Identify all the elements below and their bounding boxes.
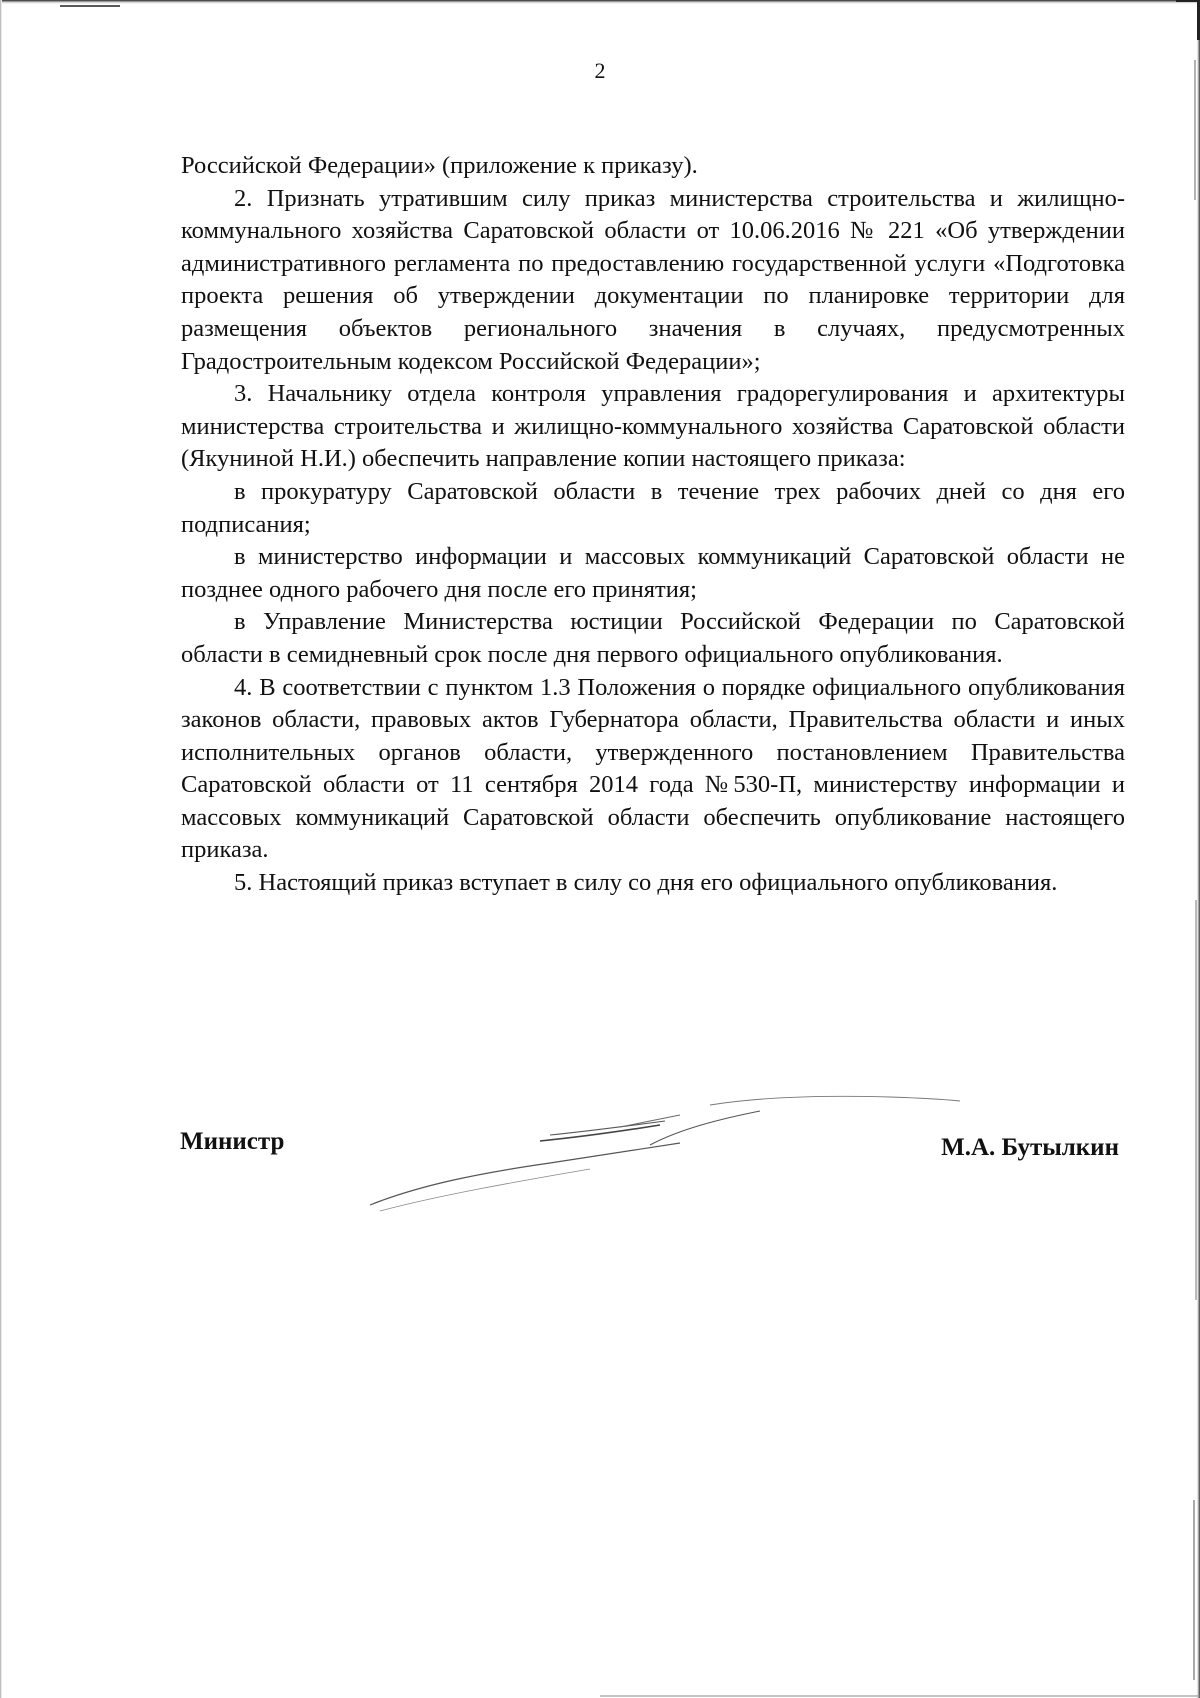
paragraph-item-4: 4. В соответствии с пунктом 1.3 Положения о порядке официального опубликования законов области, правовых актов Губернатора области, Правительства области и иных исполнительных органов области, утвержденного постановлением Правительства Саратовской области от 11 сентября 2014 года №530-П, министерству информации и массовых коммуникаций Саратовской области обеспечить опубликование настоящего приказа. <box>181 673 1125 864</box>
paragraph-item-3: 3. Начальнику отдела контроля управления градорегулирования и архитектуры министерства строительства и жилищно-коммунального хозяйства Саратовской области (Якуниной Н.И.) обеспечить направление копии настоящего приказа: <box>181 380 1125 473</box>
scan-edge-left <box>0 0 2 1698</box>
paragraph-recipient-prosecutor: в прокуратуру Саратовской области в течение трех рабочих дней со дня его подписания; <box>181 477 1125 538</box>
paragraph-recipient-justice: в Управление Министерства юстиции Российской Федерации по Саратовской области в семидневный срок после дня первого официального опубликования. <box>181 608 1125 668</box>
scan-corner-fold <box>1176 0 1200 40</box>
scan-edge-top <box>0 0 1200 4</box>
paragraph-item-5: 5. Настоящий приказ вступает в силу со дня его официального опубликования. <box>234 869 1058 897</box>
handwritten-signature <box>360 1085 980 1225</box>
paragraph-recipient-ministry-info: в министерство информации и массовых коммуникаций Саратовской области не позднее одного рабочего дня после его принятия; <box>181 543 1125 603</box>
signatory-position: Министр <box>180 1128 285 1155</box>
page-number: 2 <box>594 58 606 83</box>
document-body <box>181 150 1125 900</box>
paragraph-item-2: 2. Признать утратившим силу приказ министерства строительства и жилищно-коммунального хозяйства Саратовской области от 10.06.2016 № 221 «Об утверждении административного регламента по предоставлению государственной услуги «Подготовка проекта решения об утверждении документации по планировке территории для размещения объектов регионального значения в случаях, предусмотренных Градостроительным кодексом Российской Федерации»; <box>181 184 1125 375</box>
paragraph-continuation: Российской Федерации» (приложение к приказу). <box>181 152 698 179</box>
signatory-name: М.А. Бутылкин <box>941 1134 1119 1161</box>
